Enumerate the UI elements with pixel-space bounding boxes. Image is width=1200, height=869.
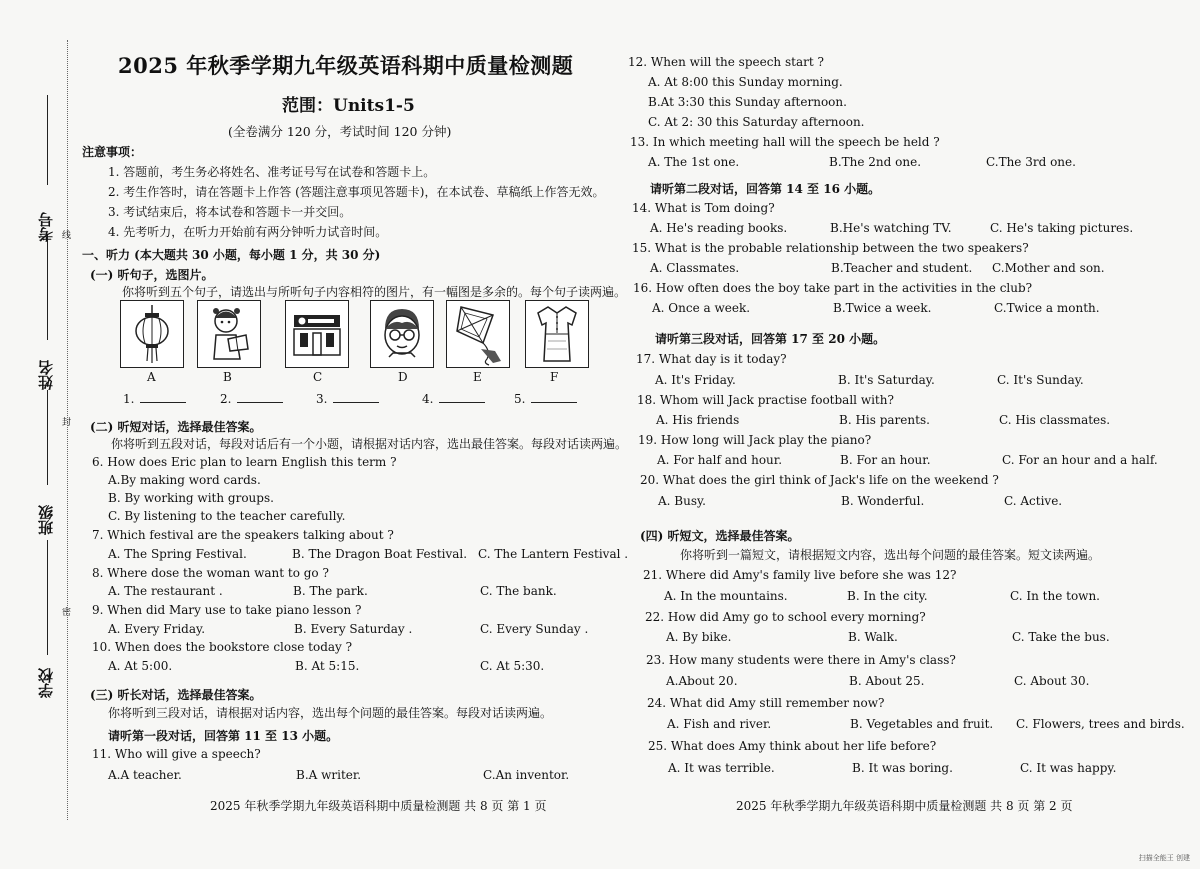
note-3: 3. 考试结束后，将本试卷和答题卡一并交回。 [108,205,352,219]
note-1: 1. 答题前，考生务必将姓名、准考证号写在试卷和答题卡上。 [108,165,436,179]
page-1-footer: 2025 年秋季学期九年级英语科期中质量检测题 共 8 页 第 1 页 [210,799,547,813]
q15-option-a[interactable]: A. Classmates. [650,261,740,275]
seal-mark-line: 线 [62,231,72,241]
answer-number: 1. [123,392,135,406]
page-2-footer: 2025 年秋季学期九年级英语科期中质量检测题 共 8 页 第 2 页 [736,799,1073,813]
q14-option-b[interactable]: B.He's watching TV. [830,221,952,235]
picture-label-c: C [313,370,323,384]
part-1-title: (一) 听句子，选图片。 [90,268,214,282]
class-line [47,390,48,485]
picture-label-b: B [223,370,232,384]
q25-option-c[interactable]: C. It was happy. [1020,761,1117,775]
q18-option-c[interactable]: C. His classmates. [999,413,1111,427]
q19-option-b[interactable]: B. For an hour. [840,453,931,467]
picture-label-e: E [473,370,482,384]
q21-option-c[interactable]: C. In the town. [1010,589,1100,603]
q16-option-c[interactable]: C.Twice a month. [994,301,1100,315]
seal-mark-seal: 封 [62,418,72,428]
q25-option-b[interactable]: B. It was boring. [852,761,953,775]
q7-stem: 7. Which festival are the speakers talking about ? [92,528,394,542]
picture-label-d: D [398,370,408,384]
q13-option-b[interactable]: B.The 2nd one. [829,155,922,169]
q7-option-b[interactable]: B. The Dragon Boat Festival. [292,547,468,561]
q17-stem: 17. What day is it today? [636,352,787,366]
answer-number: 2. [220,392,232,406]
q19-stem: 19. How long will Jack play the piano? [638,433,872,447]
q12-option-c[interactable]: C. At 2: 30 this Saturday afternoon. [648,115,865,129]
note-4: 4. 先考听力，在听力开始前有两分钟听力试音时间。 [108,225,388,239]
q24-stem: 24. What did Amy still remember now? [647,696,885,710]
q10-option-a[interactable]: A. At 5:00. [108,659,173,673]
q22-option-c[interactable]: C. Take the bus. [1012,630,1110,644]
binding-dotted-line [67,40,68,820]
answer-blank-4[interactable] [422,392,485,406]
q18-option-a[interactable]: A. His friends [656,413,740,427]
q12-stem: 12. When will the speech start ? [628,55,824,69]
answer-blank-3[interactable] [316,392,379,406]
q23-option-c[interactable]: C. About 30. [1014,674,1090,688]
q19-option-a[interactable]: A. For half and hour. [657,453,783,467]
q25-stem: 25. What does Amy think about her life before? [648,739,937,753]
bank-building-icon [286,301,348,367]
q13-stem: 13. In which meeting hall will the speech be held ? [630,135,940,149]
q10-stem: 10. When does the bookstore close today ? [92,640,353,654]
q17-option-c[interactable]: C. It's Sunday. [997,373,1084,387]
exam-no-line [47,95,48,185]
part-4-title: (四) 听短文，选择最佳答案。 [640,529,800,543]
q16-stem: 16. How often does the boy take part in the activities in the club? [633,281,1033,295]
q21-option-a[interactable]: A. In the mountains. [664,589,788,603]
q23-stem: 23. How many students were there in Amy's class? [646,653,956,667]
q22-option-a[interactable]: A. By bike. [666,630,732,644]
q21-option-b[interactable]: B. In the city. [847,589,928,603]
q19-option-c[interactable]: C. For an hour and a half. [1002,453,1158,467]
q10-option-b[interactable]: B. At 5:15. [295,659,360,673]
part-1-desc: 你将听到五个句子，请选出与所听句子内容相符的图片，有一幅图是多余的。每个句子读两遍。 [122,285,627,299]
dress-icon [526,301,588,367]
picture-b [197,300,261,368]
picture-c [285,300,349,368]
notes-title: 注意事项： [82,145,143,159]
q14-option-a[interactable]: A. He's reading books. [650,221,788,235]
answer-blank-1[interactable] [123,392,186,406]
q8-option-b[interactable]: B. The park. [293,584,368,598]
q11-option-b[interactable]: B.A writer. [296,768,362,782]
q9-option-a[interactable]: A. Every Friday. [108,622,206,636]
girl-reading-icon [198,301,260,367]
lantern-icon [121,301,183,367]
picture-e [446,300,510,368]
q22-option-b[interactable]: B. Walk. [848,630,898,644]
q12-option-b[interactable]: B.At 3:30 this Sunday afternoon. [648,95,847,109]
answer-number: 3. [316,392,328,406]
part-4-desc: 你将听到一篇短文，请根据短文内容，选出每个问题的最佳答案。短文读两遍。 [680,548,1101,562]
dialog-2-note: 请听第二段对话，回答第 14 至 16 小题。 [650,182,881,196]
q8-stem: 8. Where dose the woman want to go ? [92,566,329,580]
q20-stem: 20. What does the girl think of Jack's life on the weekend ? [640,473,999,487]
q9-option-b[interactable]: B. Every Saturday . [294,622,413,636]
note-2: 2. 考生作答时，请在答题卡上作答 (答题注意事项见答题卡)，在本试卷、草稿纸上作答无效。 [108,185,605,199]
answer-blank-5[interactable] [514,392,577,406]
exam-scope: 范围：Units1-5 [282,96,415,116]
q8-option-c[interactable]: C. The bank. [480,584,557,598]
q6-option-a[interactable]: A.By making word cards. [108,473,261,487]
answer-blank-2[interactable] [220,392,283,406]
dialog-3-note: 请听第三段对话，回答第 17 至 20 小题。 [655,332,886,346]
q7-option-a[interactable]: A. The Spring Festival. [108,547,247,561]
q17-option-a[interactable]: A. It's Friday. [655,373,736,387]
picture-label-f: F [550,370,559,384]
q7-option-c[interactable]: C. The Lantern Festival . [478,547,629,561]
name-line [47,235,48,340]
q12-option-a[interactable]: A. At 8:00 this Sunday morning. [648,75,843,89]
q9-option-c[interactable]: C. Every Sunday . [480,622,589,636]
school-line [47,540,48,655]
q15-option-c[interactable]: C.Mother and son. [992,261,1105,275]
picture-f [525,300,589,368]
q17-option-b[interactable]: B. It's Saturday. [838,373,935,387]
q11-option-c[interactable]: C.An inventor. [483,768,570,782]
answer-number: 5. [514,392,526,406]
part-2-title: (二) 听短对话，选择最佳答案。 [90,420,262,434]
q18-stem: 18. Whom will Jack practise football with? [637,393,894,407]
q13-option-a[interactable]: A. The 1st one. [648,155,740,169]
q6-option-b[interactable]: B. By working with groups. [108,491,274,505]
picture-d [370,300,434,368]
exam-number-label: 考号 [37,212,55,242]
q21-stem: 21. Where did Amy's family live before she was 12? [643,568,957,582]
seal-mark-secret: 密 [62,608,72,618]
answer-number: 4. [422,392,434,406]
part-2-desc: 你将听到五段对话，每段对话后有一个小题，请根据对话内容，选出最佳答案。每段对话读两遍。 [111,437,628,451]
q22-stem: 22. How did Amy go to school every morning? [645,610,926,624]
q9-stem: 9. When did Mary use to take piano lesson ? [92,603,362,617]
name-label: 姓名 [37,360,55,390]
q10-option-c[interactable]: C. At 5:30. [480,659,545,673]
q16-option-a[interactable]: A. Once a week. [652,301,751,315]
q24-option-a[interactable]: A. Fish and river. [667,717,772,731]
q23-option-b[interactable]: B. About 25. [849,674,925,688]
exam-title: 2025 年秋季学期九年级英语科期中质量检测题 [118,53,574,78]
boy-glasses-icon [371,301,433,367]
q20-option-c[interactable]: C. Active. [1004,494,1063,508]
picture-label-a: A [147,370,156,384]
class-label: 班级 [37,505,55,535]
q16-option-b[interactable]: B.Twice a week. [833,301,932,315]
q15-option-b[interactable]: B.Teacher and student. [831,261,973,275]
scanner-watermark: 扫描全能王 创建 [1138,854,1190,862]
q18-option-b[interactable]: B. His parents. [839,413,930,427]
q24-option-b[interactable]: B. Vegetables and fruit. [850,717,994,731]
q15-stem: 15. What is the probable relationship between the two speakers? [632,241,1029,255]
q14-stem: 14. What is Tom doing? [632,201,775,215]
q13-option-c[interactable]: C.The 3rd one. [986,155,1076,169]
q20-option-a[interactable]: A. Busy. [658,494,706,508]
kite-icon [447,301,509,367]
picture-a [120,300,184,368]
q6-stem: 6. How does Eric plan to learn English this term ? [92,455,397,469]
part-3-desc: 你将听到三段对话，请根据对话内容，选出每个问题的最佳答案。每段对话读两遍。 [108,706,553,720]
q6-option-c[interactable]: C. By listening to the teacher carefully. [108,509,346,523]
school-label: 学校 [37,668,55,698]
q8-option-a[interactable]: A. The restaurant . [108,584,223,598]
score-info: (全卷满分 120 分，考试时间 120 分钟) [228,124,452,139]
part-3-title: (三) 听长对话，选择最佳答案。 [90,688,262,702]
dialog-1-note: 请听第一段对话，回答第 11 至 13 小题。 [108,729,339,743]
q14-option-c[interactable]: C. He's taking pictures. [990,221,1134,235]
q23-option-a[interactable]: A.About 20. [666,674,738,688]
q11-option-a[interactable]: A.A teacher. [108,768,182,782]
q24-option-c[interactable]: C. Flowers, trees and birds. [1016,717,1185,731]
q20-option-b[interactable]: B. Wonderful. [841,494,925,508]
q25-option-a[interactable]: A. It was terrible. [668,761,775,775]
section-1-title: 一、听力 (本大题共 30 小题，每小题 1 分，共 30 分) [82,248,381,262]
page-2 [600,0,1200,869]
q11-stem: 11. Who will give a speech? [92,747,261,761]
